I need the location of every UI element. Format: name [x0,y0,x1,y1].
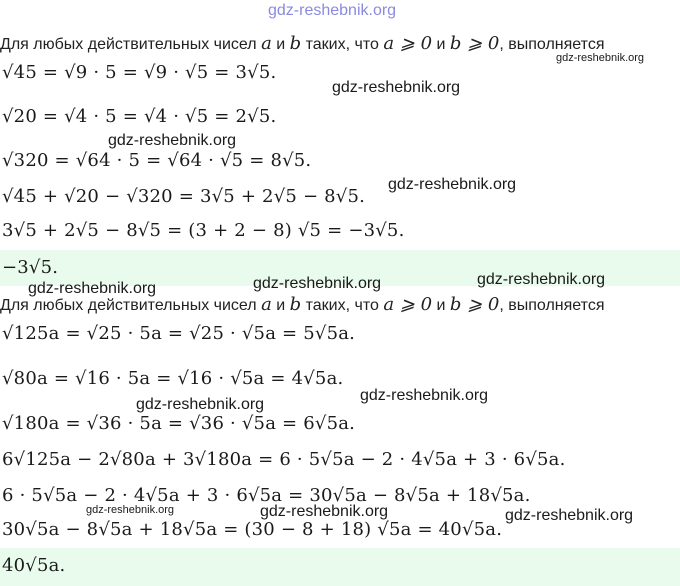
math-line-11: 30√5a − 8√5a + 18√5a = (30 − 8 + 18) √5a = 40√5a. [2,519,503,540]
var-b: b [289,294,302,315]
math-line-9: 6√125a − 2√80a + 3√180a = 6 · 5√5a − 2 · 4√5a + 3 · 6√5a. [2,449,566,470]
intro-suffix: , выполняется [499,297,605,314]
condition-b: b ⩾ 0 [449,294,500,315]
watermark-top: gdz-reshebnik.org [268,2,397,19]
intro-suffix: , выполняется [499,36,605,53]
math-line-10: 6 · 5√5a − 2 · 4√5a + 3 · 6√5a = 30√5a − 8√5a + 18√5a. [2,485,531,506]
condition-b: b ⩾ 0 [449,33,500,54]
answer-1: −3√5. [2,257,59,278]
intro-prefix: Для любых действительных чисел [0,36,262,53]
intro-and: и [432,297,450,314]
answer-2: 40√5a. [2,555,66,576]
intro-mid: таких, что [301,36,384,53]
var-a: a [261,294,272,315]
math-line-4: √45 + √20 − √320 = 3√5 + 2√5 − 8√5. [2,186,366,207]
condition-a: a ⩾ 0 [383,294,433,315]
var-a: a [261,33,272,54]
answer-band-2 [0,548,680,586]
watermark: gdz-reshebnik.org [360,387,489,404]
watermark: gdz-reshebnik.org [28,280,157,297]
watermark: gdz-reshebnik.org [86,504,175,516]
watermark: gdz-reshebnik.org [477,271,606,288]
intro-prefix: Для любых действительных чисел [0,297,262,314]
watermark: gdz-reshebnik.org [505,507,634,524]
math-line-7: √80a = √16 · 5a = √16 · √5a = 4√5a. [2,368,344,389]
intro-and: и [432,36,450,53]
watermark: gdz-reshebnik.org [253,275,382,292]
math-line-1: √45 = √9 · 5 = √9 · √5 = 3√5. [2,62,277,83]
math-line-3: √320 = √64 · 5 = √64 · √5 = 8√5. [2,150,312,171]
condition-a: a ⩾ 0 [383,33,433,54]
var-b: b [289,33,302,54]
math-line-8: √180a = √36 · 5a = √36 · √5a = 6√5a. [2,413,356,434]
math-line-2: √20 = √4 · 5 = √4 · √5 = 2√5. [2,106,277,127]
watermark: gdz-reshebnik.org [108,132,237,149]
intro-and: и [271,36,290,53]
watermark: gdz-reshebnik.org [332,79,461,96]
intro-and: и [271,297,290,314]
watermark: gdz-reshebnik.org [388,176,517,193]
intro-mid: таких, что [301,297,384,314]
watermark: gdz-reshebnik.org [556,52,645,64]
math-line-5: 3√5 + 2√5 − 8√5 = (3 + 2 − 8) √5 = −3√5. [2,220,405,241]
watermark: gdz-reshebnik.org [136,396,265,413]
intro-text-1 [0,33,604,54]
math-line-6: √125a = √25 · 5a = √25 · √5a = 5√5a. [2,323,356,344]
watermark: gdz-reshebnik.org [260,503,389,520]
